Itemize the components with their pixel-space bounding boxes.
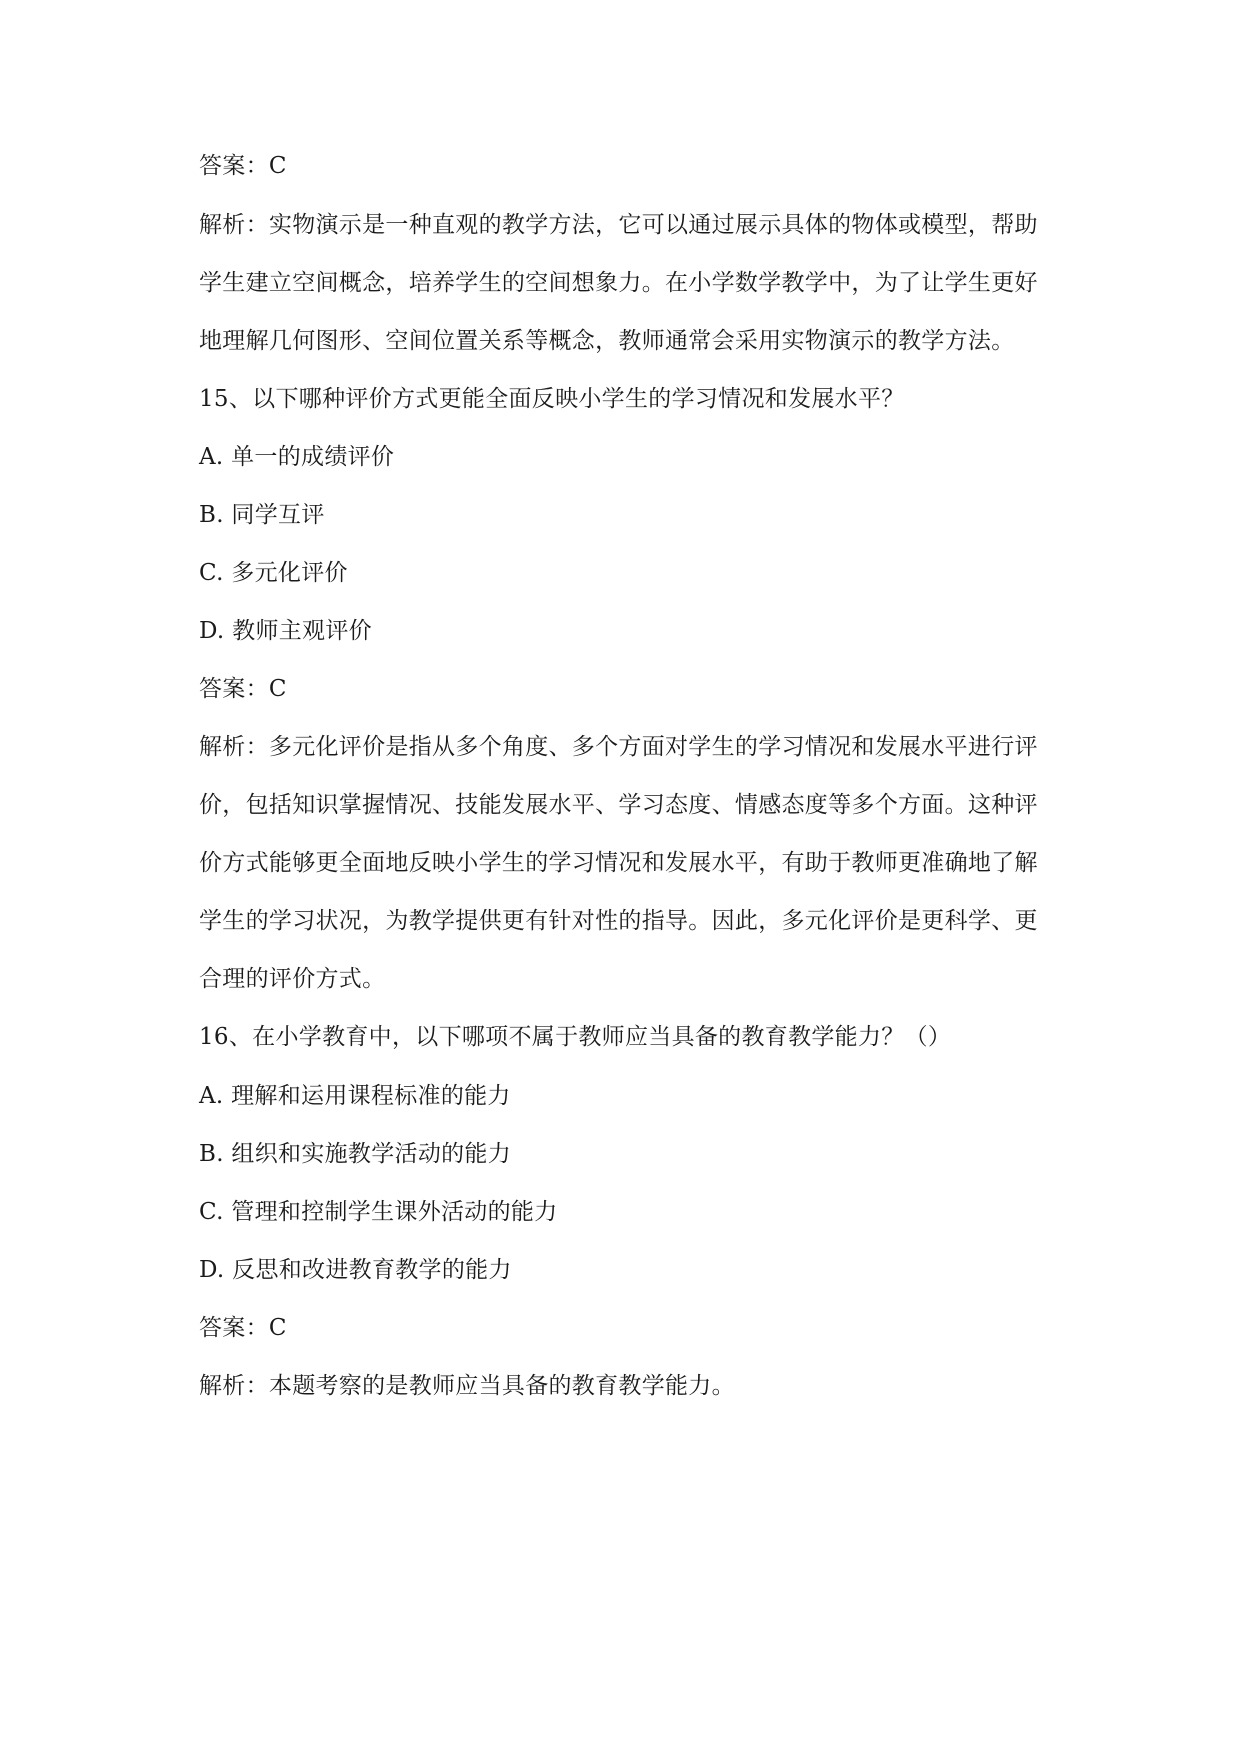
q16-answer: 答案：C [199, 1315, 287, 1341]
q15-option-a: A. 单一的成绩评价 [199, 444, 395, 470]
q15-analysis-line-4: 学生的学习状况，为教学提供更有针对性的指导。因此，多元化评价是更科学、更 [199, 908, 1038, 934]
q16-option-c: C. 管理和控制学生课外活动的能力 [199, 1199, 558, 1225]
q15-question: 15、以下哪种评价方式更能全面反映小学生的学习情况和发展水平？ [199, 386, 905, 412]
q15-analysis-line-3: 价方式能够更全面地反映小学生的学习情况和发展水平，有助于教师更准确地了解 [199, 850, 1038, 876]
q15-analysis-line-5: 合理的评价方式。 [199, 966, 386, 992]
q16-question: 16、在小学教育中，以下哪项不属于教师应当具备的教育教学能力？（） [199, 1024, 952, 1050]
q16-analysis-line-1: 解析：本题考察的是教师应当具备的教育教学能力。 [199, 1373, 735, 1399]
prev-analysis-line-2: 学生建立空间概念，培养学生的空间想象力。在小学数学教学中，为了让学生更好 [199, 270, 1038, 296]
q16-option-d: D. 反思和改进教育教学的能力 [199, 1257, 512, 1283]
prev-analysis-line-1: 解析：实物演示是一种直观的教学方法，它可以通过展示具体的物体或模型，帮助 [199, 212, 1038, 238]
q16-option-a: A. 理解和运用课程标准的能力 [199, 1083, 511, 1109]
q15-option-b: B. 同学互评 [199, 502, 325, 528]
q15-analysis-line-2: 价，包括知识掌握情况、技能发展水平、学习态度、情感态度等多个方面。这种评 [199, 792, 1038, 818]
q15-analysis-line-1: 解析：多元化评价是指从多个角度、多个方面对学生的学习情况和发展水平进行评 [199, 734, 1038, 760]
q15-option-c: C. 多元化评价 [199, 560, 348, 586]
q16-option-b: B. 组织和实施教学活动的能力 [199, 1141, 512, 1167]
q15-answer: 答案：C [199, 676, 287, 702]
q15-option-d: D. 教师主观评价 [199, 618, 372, 644]
prev-answer: 答案：C [199, 153, 287, 179]
prev-analysis-line-3: 地理解几何图形、空间位置关系等概念，教师通常会采用实物演示的教学方法。 [199, 328, 1015, 354]
